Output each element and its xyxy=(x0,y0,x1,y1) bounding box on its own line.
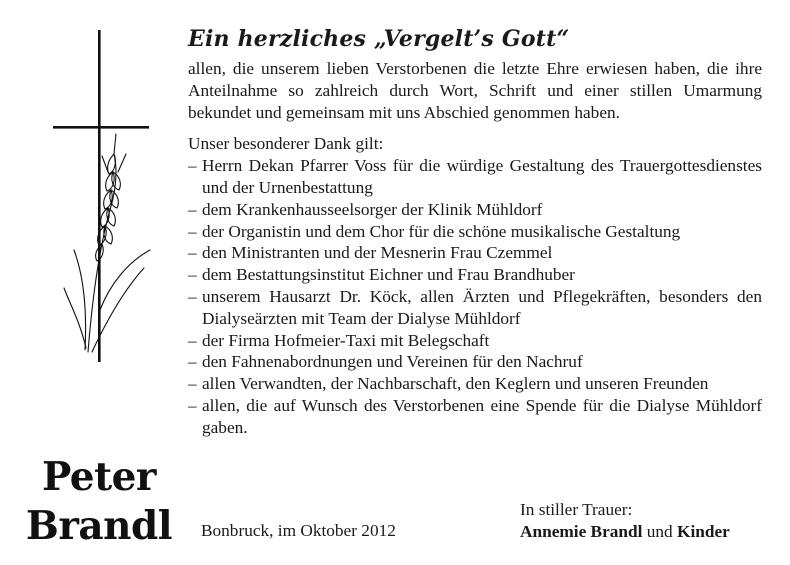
list-item: – dem Bestattungsinstitut Eichner und Frau Brandhuber xyxy=(188,264,762,286)
mourner-name: Annemie Brandl xyxy=(520,522,643,541)
thanks-list xyxy=(188,155,762,438)
thanks-paragraph: allen, die unserem lieben Verstorbenen die letzte Ehre erwiesen haben, die ihre Anteilnahme so zahlreich durch Wort, Schrift und einer stillen Umarmung bekundet und gemeinsam mit uns Abschied genommen haben. xyxy=(188,59,762,122)
list-item: – dem Krankenhausseelsorger der Klinik Mühldorf xyxy=(188,199,762,221)
main-text xyxy=(188,24,762,439)
list-item: – der Organistin und dem Chor für die schöne musikalische Gestaltung xyxy=(188,221,762,243)
mourner-family: Kinder xyxy=(677,522,730,541)
list-item: – unserem Hausarzt Dr. Köck, allen Ärzten und Pflegekräften, besonders den Dialyseärzten mit Team der Dialyse Mühldorf xyxy=(188,286,762,330)
list-item: – den Fahnenabordnungen und Vereinen für den Nachruf xyxy=(188,351,762,373)
place-date: Bonbruck, im Oktober 2012 xyxy=(201,521,396,540)
deceased-last-name: Brandl xyxy=(25,503,173,549)
cross-icon xyxy=(53,30,149,362)
deceased-name xyxy=(24,453,174,551)
mourning-signature xyxy=(520,499,730,543)
list-item: – der Firma Hofmeier-Taxi mit Belegschaft xyxy=(188,330,762,352)
list-item: – Herrn Dekan Pfarrer Voss für die würdige Gestaltung des Trauergottesdienstes und der Urnenbestattung xyxy=(188,155,762,199)
mourners xyxy=(520,521,730,543)
headline: Ein herzliches „Vergelt’s Gott“ xyxy=(188,26,570,52)
deceased-first-name: Peter xyxy=(42,454,156,500)
list-item: – allen, die auf Wunsch des Verstorbenen eine Spende für die Dialyse Mühldorf gaben. xyxy=(188,395,762,439)
cross-and-wheat-illustration xyxy=(40,22,170,367)
mourning-label: In stiller Trauer: xyxy=(520,500,633,519)
mourner-conjunction: und xyxy=(646,522,673,541)
list-item: – den Ministranten und der Mesnerin Frau Czemmel xyxy=(188,242,762,264)
thanks-intro: Unser besonderer Dank gilt: xyxy=(188,134,384,154)
list-item: – allen Verwandten, der Nachbarschaft, den Keglern und unseren Freunden xyxy=(188,373,762,395)
wheat-ear-icon xyxy=(64,134,150,352)
